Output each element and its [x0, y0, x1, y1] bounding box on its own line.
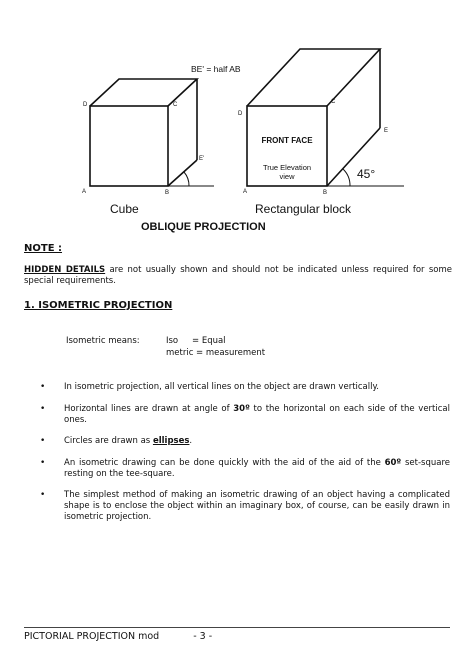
bullet-item	[40, 436, 450, 447]
block-top-face	[247, 49, 380, 106]
cube-angle-arc	[184, 172, 189, 186]
iso-definition: = Equal	[192, 336, 226, 346]
cube-label-a: A	[82, 189, 87, 195]
section-heading: 1. ISOMETRIC PROJECTION	[24, 300, 173, 311]
iso-term: Iso	[166, 336, 179, 346]
block-label-e: E	[384, 128, 389, 134]
block-label-d: D	[238, 111, 243, 117]
bullet-text: .	[189, 436, 193, 446]
bullet-item	[40, 458, 450, 480]
bullet-text: In isometric projection, all vertical lines on the object are drawn vertically.	[64, 382, 380, 392]
bullet-list	[40, 382, 450, 534]
cube-label-d: D	[83, 102, 88, 108]
note-heading: NOTE :	[24, 243, 63, 254]
view-text: view	[279, 172, 295, 181]
cube-label-b: B	[165, 190, 170, 196]
footer	[24, 631, 212, 642]
cube-be-edge	[168, 160, 197, 186]
note-paragraph	[24, 265, 452, 287]
bullet-item	[40, 382, 450, 393]
block-label-b: B	[323, 190, 328, 196]
note-body: are not usually shown and should not be indicated unless required for some special requirements.	[24, 265, 452, 286]
metric-definition: = measurement	[196, 348, 266, 358]
footer-divider	[24, 627, 450, 628]
cube-front-face	[90, 106, 168, 186]
block-angle-arc	[343, 169, 350, 186]
annotation-text: BE' = half AB	[191, 64, 241, 74]
front-face-text: FRONT FACE	[261, 136, 313, 145]
block-label-c: C	[331, 99, 336, 105]
metric-term: metric	[166, 348, 194, 358]
page-number: - 3 -	[193, 631, 213, 642]
hidden-details-term: HIDDEN DETAILS	[24, 265, 106, 275]
cube-label-e: E'	[199, 156, 205, 162]
bullet-bold: 30º	[233, 403, 250, 414]
iso-means-label: Isometric means:	[66, 336, 140, 346]
angle-label: 45°	[357, 167, 376, 181]
bullet-item	[40, 404, 450, 426]
block-caption: Rectangular block	[255, 202, 352, 216]
bullet-text: Horizontal lines are drawn at angle of	[64, 403, 234, 414]
block-label-a: A	[243, 189, 248, 195]
bullet-item	[40, 490, 450, 523]
figure-caption: OBLIQUE PROJECTION	[141, 221, 266, 233]
bullet-bold: 60º	[384, 457, 402, 468]
oblique-projection-figure	[0, 0, 474, 240]
bullet-text: set-square resting on the tee-square.	[64, 457, 450, 479]
bullet-bold: ellipses	[152, 436, 190, 446]
cube-top-face	[90, 79, 197, 106]
bullet-text: The simplest method of making an isometric drawing of an object having a complicated shape is to enclose the object within an imaginary box, of course, can be easily drawn in isometric projection.	[64, 490, 450, 522]
true-elevation-text: True Elevation	[262, 163, 312, 172]
bullet-text: Circles are drawn as	[64, 436, 153, 446]
cube-label-c: C	[173, 102, 178, 108]
bullet-text: to the horizontal on each side of the vertical ones.	[64, 403, 450, 425]
footer-title: PICTORIAL PROJECTION mod	[24, 631, 160, 642]
cube-caption: Cube	[110, 202, 139, 216]
bullet-text: An isometric drawing can be done quickly with the aid of the aid of the	[64, 457, 385, 468]
